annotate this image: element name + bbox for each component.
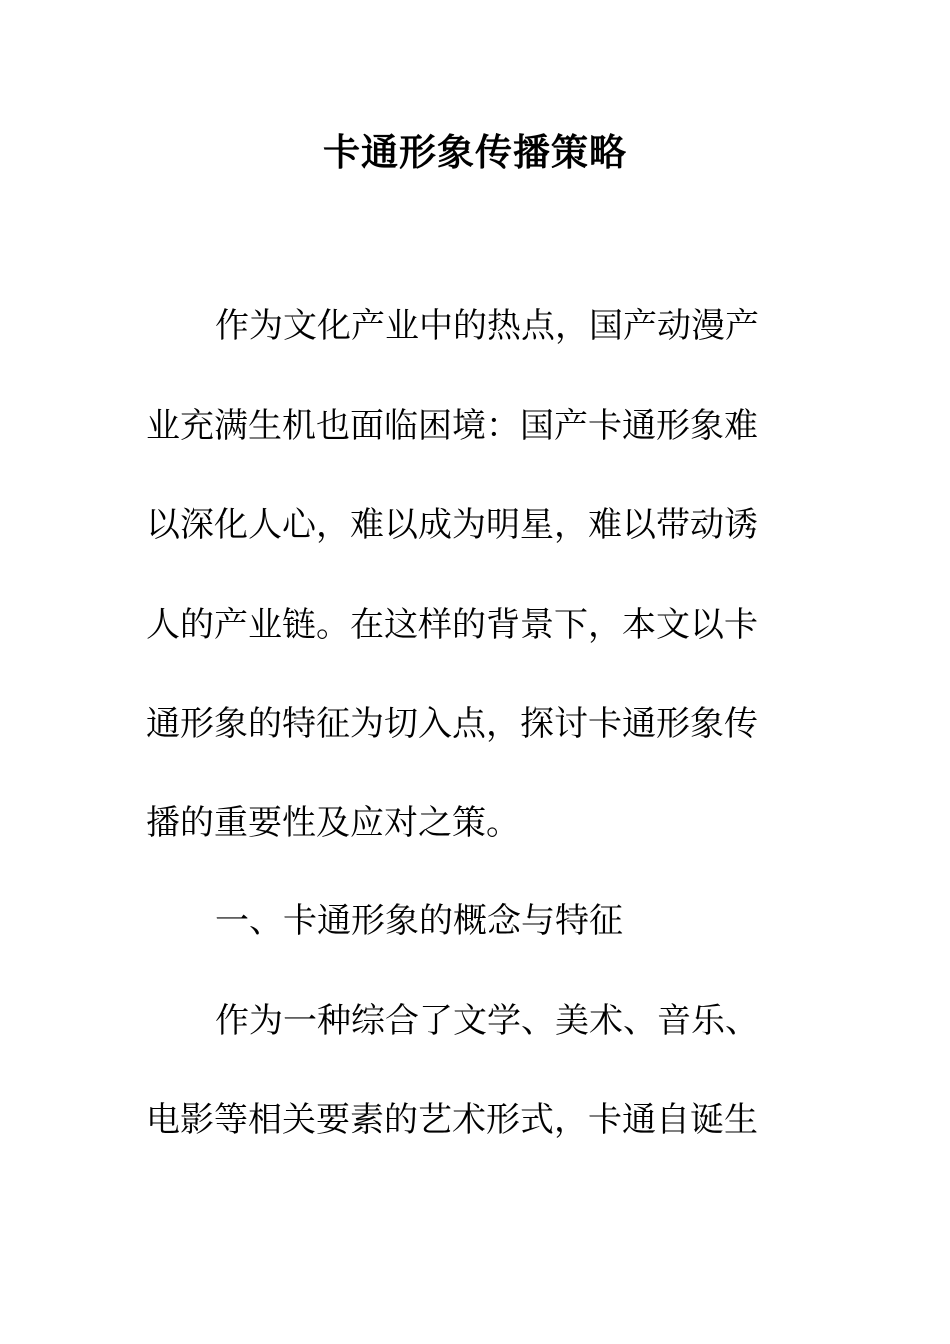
paragraph-line: 人的产业链。在这样的背景下，本文以卡 [146, 605, 758, 645]
section-heading: 一、卡通形象的概念与特征 [215, 901, 623, 941]
paragraph-line: 作为文化产业中的热点，国产动漫产 [215, 306, 759, 346]
paragraph-line: 业充满生机也面临困境：国产卡通形象难 [146, 406, 758, 446]
paragraph-line: 作为一种综合了文学、美术、音乐、 [215, 1001, 759, 1041]
paragraph-line: 播的重要性及应对之策。 [146, 803, 520, 843]
paragraph-line: 以深化人心，难以成为明星，难以带动诱 [146, 505, 758, 545]
paragraph-line: 通形象的特征为切入点，探讨卡通形象传 [146, 704, 758, 744]
paragraph-line: 电影等相关要素的艺术形式，卡通自诞生 [146, 1100, 758, 1140]
document-title: 卡通形象传播策略 [323, 130, 627, 174]
